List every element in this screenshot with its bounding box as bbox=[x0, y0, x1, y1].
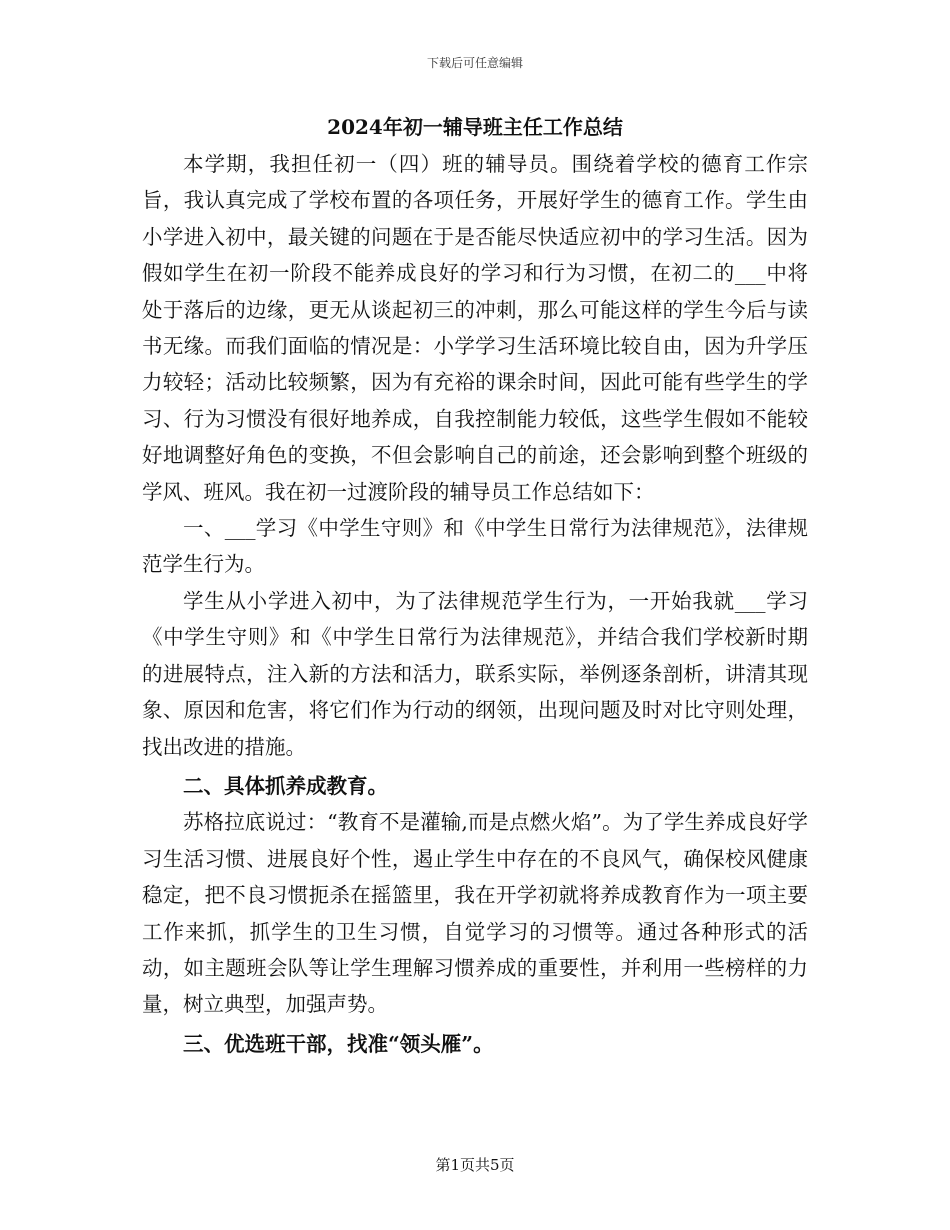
section-heading-3: 三、优选班干部，找准“领头雁”。 bbox=[183, 1031, 494, 1056]
header-note: 下载后可任意编辑 bbox=[426, 56, 523, 70]
paragraph-section-2-body: 苏格拉底说过：“教育不是灌输,而是点燃火焰”。为了学生养成良好学习生活习惯、进展良好个性，遏止学生中存在的不良风气，确保校风健康稳定，把不良习惯扼杀在摇篮里，我在开学初就将养成教育作为一项主要工作来抓，抓学生的卫生习惯，自觉学习的习惯等。通过各种形式的活动，如主题班会队等让学生理解习惯养成的重要性，并利用一些榜样的力量，树立典型，加强声势。 bbox=[142, 810, 808, 1017]
document-body bbox=[142, 110, 808, 1062]
paragraph-section-1-body: 学生从小学进入初中，为了法律规范学生行为，一开始我就___学习《中学生守则》和《中学生日常行为法律规范》，并结合我们学校新时期的进展特点，注入新的方法和活力，联系实际，举例逐条剖析，讲清其现象、原因和危害，将它们作为行动的纲领，出现问题及时对比守则处理，找出改进的措施。 bbox=[142, 588, 808, 759]
section-heading-2: 二、具体抓养成教育。 bbox=[183, 773, 388, 798]
page-footer: 第1页共5页 bbox=[435, 1156, 515, 1174]
document-title: 2024年初一辅导班主任工作总结 bbox=[327, 115, 623, 139]
paragraph-section-1-heading: 一、___学习《中学生守则》和《中学生日常行为法律规范》，法律规范学生行为。 bbox=[142, 516, 808, 577]
paragraph-intro: 本学期，我担任初一（四）班的辅导员。围绕着学校的德育工作宗旨，我认真完成了学校布置的各项任务，开展好学生的德育工作。学生由小学进入初中，最关键的问题在于是否能尽快适应初中的学习生活。因为假如学生在初一阶段不能养成良好的学习和行为习惯，在初二的___中将处于落后的边缘，更无从谈起初三的冲刺，那么可能这样的学生今后与读书无缘。而我们面临的情况是：小学学习生活环境比较自由，因为升学压力较轻；活动比较频繁，因为有充裕的课余时间，因此可能有些学生的学习、行为习惯没有很好地养成，自我控制能力较低，这些学生假如不能较好地调整好角色的变换，不但会影响自己的前途，还会影响到整个班级的学风、班风。我在初一过渡阶段的辅导员工作总结如下： bbox=[142, 152, 808, 504]
